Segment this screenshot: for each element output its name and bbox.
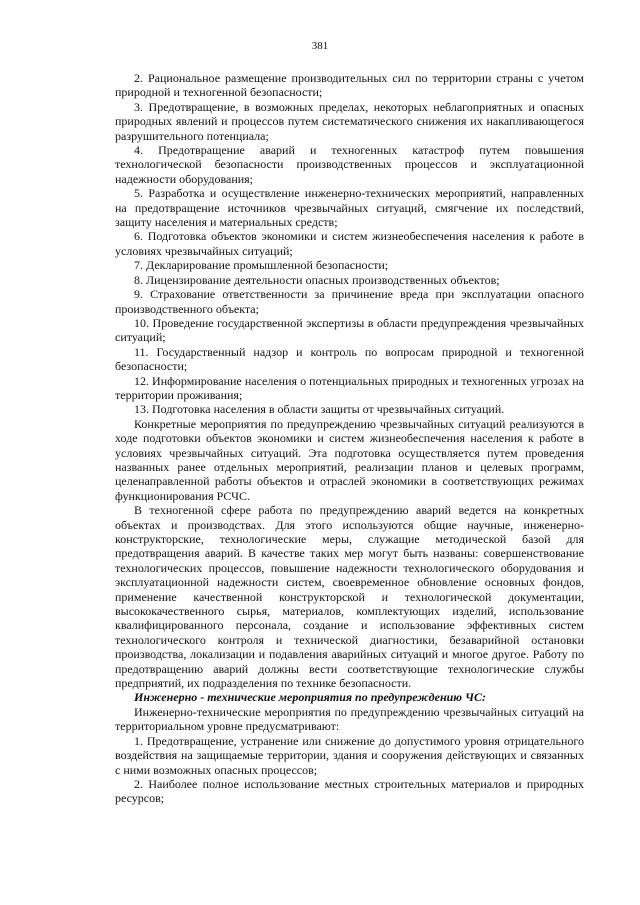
paragraph: Инженерно-технические мероприятия по предупреждению чрезвычайных ситуаций на территориальном уровне предусматривают: — [115, 704, 584, 734]
paragraph: 10. Проведение государственной экспертизы в области предупреждения чрезвычайных ситуаций; — [115, 315, 584, 345]
paragraph: 2. Наиболее полное использование местных строительных материалов и природных ресурсов; — [115, 776, 584, 806]
page-number: 381 — [311, 40, 329, 52]
paragraph: 6. Подготовка объектов экономики и систем жизнеобеспечения населения к работе в условиях чрезвычайных ситуаций; — [115, 229, 584, 258]
paragraph: 8. Лицензирование деятельности опасных производственных объектов; — [134, 272, 500, 287]
paragraph: Конкретные мероприятия по предупреждению чрезвычайных ситуаций реализуются в ходе подготовки объектов экономики и систем жизнеобеспечения населения к работе в условиях чрезвычайных ситуаций. Эта подготовка осуществляется путем проведения названных ранее отдельных мероприятий, реализации планов и целевых программ, целенаправленной работы объектов и отраслей экономики в соответствующих режимах функционирования РСЧС. — [115, 416, 584, 503]
section-heading: Инженерно - технические мероприятия по предупреждению ЧС: — [134, 690, 487, 705]
paragraph: 2. Рациональное размещение производительных сил по территории страны с учетом природной и техногенной безопасности; — [115, 71, 584, 100]
paragraph: 3. Предотвращение, в возможных пределах, некоторых неблагоприятных и опасных природных явлений и процессов путем систематического снижения их накапливающегося разрушительного потенциала; — [115, 99, 584, 143]
paragraph: 7. Декларирование промышленной безопасности; — [134, 258, 389, 273]
paragraph: 11. Государственный надзор и контроль по вопросам природной и техногенной безопасности; — [115, 344, 584, 374]
paragraph: В техногенной сфере работа по предупреждению аварий ведется на конкретных объектах и производствах. Для этого используются общие научные, инженерно-конструкторские, технологические меры, служащие методической базой для предотвращения аварий. В качестве таких мер могут быть названы: совершенствование технологических процессов, повышение надежности технологического оборудования и эксплуатационной надежности систем, своевременное обновление основных фондов, применение качественной конструкторской и технологической документации, высококачественного сырья, материалов, комплектующих изделий, использование квалифицированного персонала, создание и использование эффективных систем технологического контроля и технической диагностики, безаварийной остановки производства, локализации и подавления аварийных ситуаций и многое другое. Работу по предотвращению аварий должны вести соответствующие технологические службы предприятий, их подразделения по технике безопасности. — [115, 503, 584, 691]
paragraph: 9. Страхование ответственности за причинение вреда при эксплуатации опасного производственного объекта; — [115, 287, 584, 316]
page-body — [115, 71, 584, 806]
paragraph: 5. Разработка и осуществление инженерно-технических мероприятий, направленных на предотвращение источников чрезвычайных ситуаций, смягчение их последствий, защиту населения и материальных средств; — [115, 186, 584, 230]
paragraph: 12. Информирование населения о потенциальных природных и техногенных угрозах на территории проживания; — [115, 373, 584, 402]
paragraph: 13. Подготовка населения в области защиты от чрезвычайных ситуаций. — [134, 402, 505, 417]
paragraph: 4. Предотвращение аварий и техногенных катастроф путем повышения технологической безопасности производственных процессов и эксплуатационной надежности оборудования; — [115, 143, 584, 186]
paragraph: 1. Предотвращение, устранение или снижение до допустимого уровня отрицательного воздействия на защищаемые территории, здания и сооружения действующих и связанных с ними возможных опасных процессов; — [115, 733, 584, 777]
